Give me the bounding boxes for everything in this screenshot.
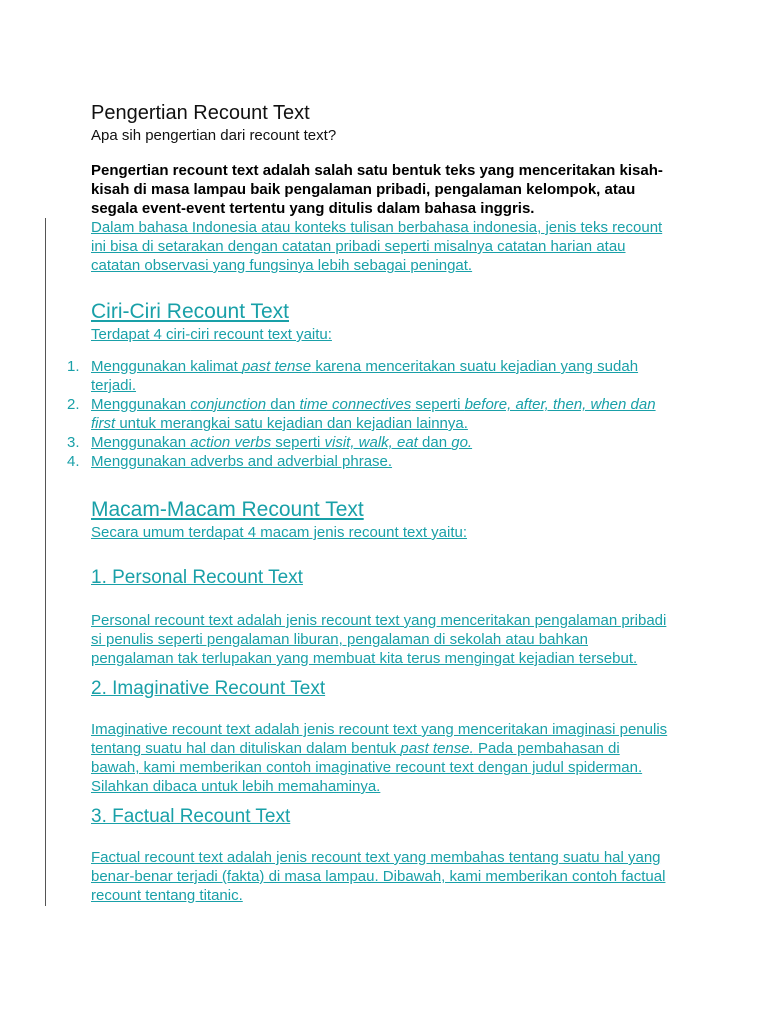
list-number: 3. [67,434,80,451]
ciri-item-4[interactable] [67,452,667,471]
list-emphasis: conjunction [190,396,267,413]
page-question: Apa sih pengertian dari recount text? [91,127,337,144]
list-text: Menggunakan kalimat [91,358,242,375]
ciri-section-title[interactable]: Ciri-Ciri Recount Text [91,300,289,323]
list-text: seperti [271,434,325,451]
paragraph-text: Imaginative recount text adalah jenis recount text yang menceritakan imaginasi penulis tentang suatu hal dan dituliskan dalam bentuk [91,721,668,757]
ciri-intro[interactable]: Terdapat 4 ciri-ciri recount text yaitu: [91,326,332,343]
ciri-item-2[interactable] [67,395,667,433]
definition-bold: Pengertian recount text adalah salah satu bentuk teks yang menceritakan kisah-kisah di masa lampau baik pengalaman pribadi, pengalaman kelompok, atau segala event-event tertentu yang ditulis dalam bahasa inggris. [91,162,663,217]
paragraph-text: Pada pembahasan di bawah, kami memberikan contoh imaginative recount text dengan judul spiderman. Silahkan dibaca untuk lebih memahaminya. [91,740,643,795]
list-text: karena menceritakan suatu kejadian yang sudah terjadi. [91,358,639,394]
macam-section-title[interactable]: Macam-Macam Recount Text [91,498,364,521]
type-factual-text[interactable]: Factual recount text adalah jenis recount text yang membahas tentang suatu hal yang benar-benar terjadi (fakta) di masa lampau. Dibawah, kami memberikan contoh factual recount tentang titanic. [91,849,666,904]
page-title: Pengertian Recount Text [91,102,310,124]
list-emphasis: past tense [241,358,312,375]
type-factual-title[interactable]: 3. Factual Recount Text [91,806,291,827]
list-text: seperti [411,396,465,413]
document-content [67,100,691,905]
list-text: untuk merangkai satu kejadian dan kejadian lainnya. [115,415,468,432]
list-text: Menggunakan [91,396,191,413]
list-number: 4. [67,453,80,470]
ciri-item-3[interactable] [67,433,667,452]
list-text: Menggunakan adverbs and adverbial phrase. [91,453,393,470]
list-number: 1. [67,358,80,375]
ciri-list [67,357,667,471]
margin-line [45,218,46,906]
list-number: 2. [67,396,80,413]
list-emphasis: go. [451,434,473,451]
definition-indonesian-link[interactable]: Dalam bahasa Indonesia atau konteks tulisan berbahasa indonesia, jenis teks recount ini bisa di setarakan dengan catatan pribadi seperti misalnya catatan harian atau catatan observasi yang fungsinya lebih sebagai peningat. [91,219,663,274]
list-text: dan [417,434,452,451]
type-personal-title[interactable]: 1. Personal Recount Text [91,567,303,588]
list-text: dan [266,396,300,413]
type-personal-text[interactable]: Personal recount text adalah jenis recount text yang menceritakan pengalaman pribadi si penulis seperti pengalaman liburan, pengalaman di sekolah atau bahkan pengalaman tak terlupakan yang membuat kita terus mengingat kejadian tersebut. [91,612,667,667]
list-emphasis: visit, walk, eat [324,434,418,451]
list-emphasis: action verbs [190,434,272,451]
paragraph-emphasis: past tense. [400,740,474,757]
list-text: Menggunakan [91,434,191,451]
macam-intro[interactable]: Secara umum terdapat 4 macam jenis recount text yaitu: [91,524,468,541]
list-emphasis: time connectives [299,396,412,413]
ciri-item-1[interactable] [67,357,667,395]
type-imaginative-text[interactable] [91,720,671,796]
type-imaginative-title[interactable]: 2. Imaginative Recount Text [91,678,326,699]
list-emphasis: before, after, then, when dan first [91,396,656,432]
